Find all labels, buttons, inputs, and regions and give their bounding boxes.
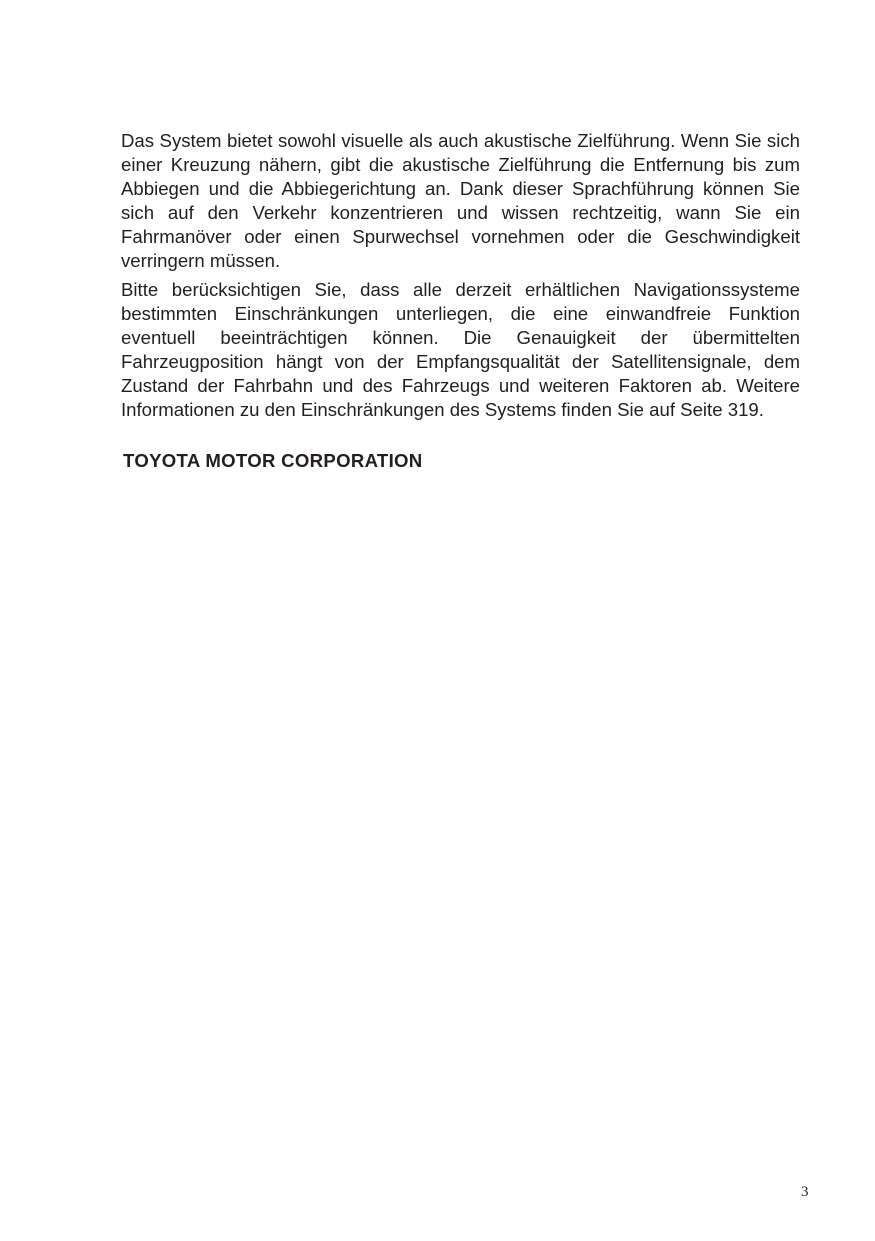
paragraph-limitations: Bitte berücksichtigen Sie, dass alle derzeit erhältlichen Navigationssysteme bestimmten Einschränkungen unterliegen, die eine einwandfreie Funktion eventuell beeinträchtigen können. Die Genauigkeit der übermittelten Fahrzeugposition hängt von der Empfangsqualität der Satellitensignale, dem Zustand der Fahrbahn und des Fahrzeugs und weiteren Faktoren ab. Weitere Informationen zu den Einschränkungen des Systems finden Sie auf Seite 319. [121,279,800,420]
page-number: 3 [801,1184,809,1200]
company-name: TOYOTA MOTOR CORPORATION [123,450,423,471]
paragraph-guidance: Das System bietet sowohl visuelle als auch akustische Zielführung. Wenn Sie sich einer Kreuzung nähern, gibt die akustische Zielführung die Entfernung bis zum Abbiegen und die Abbiegerichtung an. Dank dieser Sprachführung können Sie sich auf den Verkehr konzentrieren und wissen rechtzeitig, wann Sie ein Fahrmanöver oder einen Spurwechsel vornehmen oder die Geschwindigkeit verringern müssen. [121,130,800,271]
body-text [121,129,800,422]
